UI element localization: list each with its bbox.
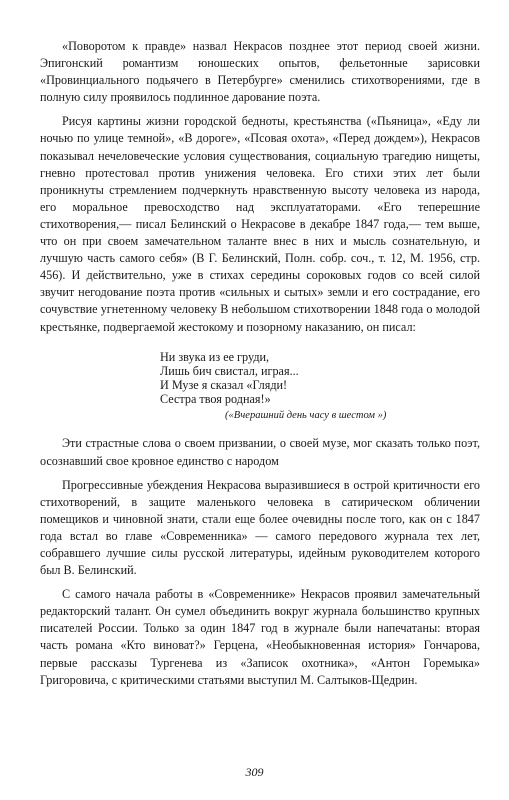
- paragraph-progressive-beliefs: Прогрессивные убеждения Некрасова выразившиеся в острой критичности его стихотворений, в защите маленького человека в сатирическом обличении помещиков и чиновной знати, стали еще более очевидны после того, как он с 1847 года встал во главе «Современника» — самого передового журнала тех лет, собравшего лучшие силы русской литературы, идейным руководителем которого был В. Белинский.: [40, 477, 480, 578]
- paragraph-gap: [40, 470, 480, 477]
- paragraph-gap: [40, 579, 480, 586]
- poem-quote: [160, 350, 480, 407]
- paragraph-sovremennik-editor: С самого начала работы в «Современнике» Некрасов проявил замечательный редакторский талант. Он сумел объединить вокруг журнала большинство крупных писателей России. Только за один 1847 год в журнале были напечатаны: вторая часть романа «Кто виноват?» Герцена, «Необыкновенная история» Гончарова, первые рассказы Тургенева из «Записок охотника», «Антон Горемыка» Григоровича, с критическими статьями выступил М. Салтыков-Щедрин.: [40, 587, 480, 687]
- paragraph-gap: [40, 106, 480, 113]
- paragraph-passionate-words: Эти страстные слова о своем призвании, о своей музе, мог сказать только поэт, осознавший свое кровное единство с народом: [40, 436, 480, 468]
- paragraph-city-poverty: Рисуя картины жизни городской бедноты, крестьянства («Пьяница», «Еду ли ночью по улице темной», «В дороге», «Псовая охота», «Перед дождем»), Некрасов показывал нечеловеческие условия существования, социальную трагедию нищеты, гневно протестовал против унижения человека. Его стихи этих лет были проникнуты стремлением подчеркнуть нравственную высоту человека из народа, его моральное превосходство над эксплуататорами. «Его теперешние стихотворения,— писал Белинский о Некрасове в декабре 1847 года,— тем выше, что он при своем замечательном таланте внес в них и мысль сознательную, и лучшую часть самого себя» (В Г. Белинский, Полн. собр. соч., т. 12, М. 1956, стр. 456). И действительно, уже в стихах середины сороковых годов со всей силой звучит негодование поэта против «сильных и сытых» земли и его сострадание, его сочувствие угнетенному человеку В небольшом стихотворении 1848 года о молодой крестьянке, подвергаемой жестокому и позорному наказанию, он писал:: [40, 114, 480, 334]
- poem-source: («Вчерашний день часу в шестом »): [225, 410, 387, 422]
- poem-line: И Музе я сказал «Гляди!: [160, 378, 288, 392]
- paragraph-turn-to-truth: «Поворотом к правде» назвал Некрасов позднее этот период своей жизни. Эпигонский романтизм юношеских опытов, фельетонные зарисовки «Провинциального подьячего в Петербурге» сменились стихотворениями, где в полную силу проявилось подлинное дарование поэта.: [40, 39, 480, 105]
- poem-line: Ни звука из ее груди,: [160, 349, 270, 364]
- page-text: [40, 38, 480, 689]
- poem-line: Лишь бич свистал, играя...: [160, 363, 299, 378]
- page-number: 309: [245, 765, 264, 779]
- poem-line: Сестра твоя родная!»: [160, 392, 271, 407]
